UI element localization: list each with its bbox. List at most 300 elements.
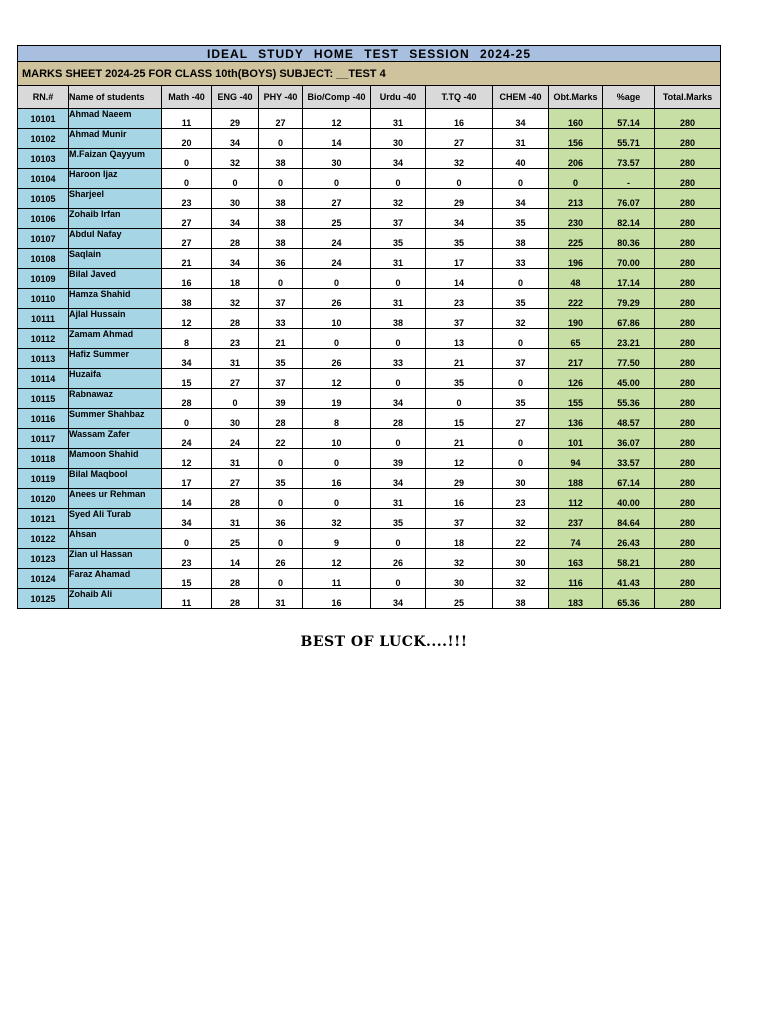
percentage-cell: 57.14 [603, 109, 655, 129]
subject-marks-cell: 31 [371, 109, 426, 129]
roll-number-cell: 10122 [18, 529, 69, 549]
table-row [18, 589, 721, 609]
column-header-row [18, 86, 721, 109]
subject-marks-cell: 0 [162, 529, 212, 549]
total-marks-cell: 280 [655, 309, 721, 329]
percentage-cell: 84.64 [603, 509, 655, 529]
roll-number-cell: 10121 [18, 509, 69, 529]
subject-marks-cell: 31 [212, 449, 259, 469]
subject-marks-cell: 38 [371, 309, 426, 329]
subject-marks-cell: 26 [371, 549, 426, 569]
roll-number-cell: 10123 [18, 549, 69, 569]
subject-marks-cell: 12 [162, 449, 212, 469]
percentage-cell: 79.29 [603, 289, 655, 309]
subject-marks-cell: 28 [259, 409, 303, 429]
subject-marks-cell: 16 [426, 489, 493, 509]
obtained-marks-cell: 48 [549, 269, 603, 289]
subject-marks-cell: 30 [493, 549, 549, 569]
subject-marks-cell: 30 [371, 129, 426, 149]
subject-marks-cell: 15 [162, 569, 212, 589]
subject-marks-cell: 0 [493, 449, 549, 469]
table-row [18, 309, 721, 329]
subject-marks-cell: 0 [426, 389, 493, 409]
subject-marks-cell: 0 [162, 409, 212, 429]
subject-marks-cell: 27 [303, 189, 371, 209]
subject-marks-cell: 33 [259, 309, 303, 329]
table-row [18, 209, 721, 229]
marks-sheet-table [17, 45, 721, 609]
subject-marks-cell: 32 [212, 289, 259, 309]
subject-marks-cell: 31 [212, 349, 259, 369]
sheet-subtitle: MARKS SHEET 2024-25 FOR CLASS 10th(BOYS) SUBJECT: __TEST 4 [18, 62, 721, 86]
percentage-cell: 80.36 [603, 229, 655, 249]
subject-marks-cell: 31 [371, 249, 426, 269]
subject-marks-cell: 35 [493, 389, 549, 409]
student-name-cell: M.Faizan Qayyum [69, 149, 162, 169]
table-row [18, 409, 721, 429]
obtained-marks-cell: 183 [549, 589, 603, 609]
subject-marks-cell: 18 [212, 269, 259, 289]
subject-marks-cell: 34 [212, 249, 259, 269]
subject-marks-cell: 38 [259, 149, 303, 169]
subject-marks-cell: 0 [259, 449, 303, 469]
subject-marks-cell: 27 [162, 229, 212, 249]
total-marks-cell: 280 [655, 429, 721, 449]
obtained-marks-cell: 196 [549, 249, 603, 269]
student-name-cell: Saqlain [69, 249, 162, 269]
subject-marks-cell: 0 [162, 149, 212, 169]
student-name-cell: Faraz Ahamad [69, 569, 162, 589]
subject-marks-cell: 30 [493, 469, 549, 489]
subject-marks-cell: 32 [493, 309, 549, 329]
total-marks-cell: 280 [655, 249, 721, 269]
subject-marks-cell: 27 [212, 469, 259, 489]
roll-number-cell: 10119 [18, 469, 69, 489]
subject-marks-cell: 34 [493, 109, 549, 129]
percentage-cell: 48.57 [603, 409, 655, 429]
subject-marks-cell: 17 [162, 469, 212, 489]
column-header: ENG -40 [212, 86, 259, 109]
percentage-cell: 76.07 [603, 189, 655, 209]
student-name-cell: Haroon Ijaz [69, 169, 162, 189]
best-of-luck-footer: BEST OF LUCK....!!! [300, 634, 468, 650]
subject-marks-cell: 10 [303, 309, 371, 329]
subject-marks-cell: 38 [259, 229, 303, 249]
roll-number-cell: 10125 [18, 589, 69, 609]
table-row [18, 109, 721, 129]
subject-marks-cell: 38 [493, 589, 549, 609]
sheet-title: IDEAL STUDY HOME TEST SESSION 2024-25 [18, 46, 721, 62]
subject-marks-cell: 24 [212, 429, 259, 449]
subject-marks-cell: 14 [162, 489, 212, 509]
subject-marks-cell: 0 [493, 169, 549, 189]
roll-number-cell: 10113 [18, 349, 69, 369]
subject-marks-cell: 38 [259, 209, 303, 229]
obtained-marks-cell: 225 [549, 229, 603, 249]
subject-marks-cell: 28 [212, 489, 259, 509]
subject-marks-cell: 35 [371, 509, 426, 529]
subject-marks-cell: 24 [303, 229, 371, 249]
subject-marks-cell: 8 [162, 329, 212, 349]
roll-number-cell: 10111 [18, 309, 69, 329]
obtained-marks-cell: 222 [549, 289, 603, 309]
subject-marks-cell: 34 [371, 149, 426, 169]
subject-marks-cell: 0 [371, 369, 426, 389]
subject-marks-cell: 0 [259, 269, 303, 289]
subject-marks-cell: 12 [303, 369, 371, 389]
total-marks-cell: 280 [655, 409, 721, 429]
percentage-cell: 55.71 [603, 129, 655, 149]
student-name-cell: Syed Ali Turab [69, 509, 162, 529]
table-row [18, 469, 721, 489]
subject-marks-cell: 26 [259, 549, 303, 569]
subject-marks-cell: 27 [212, 369, 259, 389]
student-name-cell: Ahsan [69, 529, 162, 549]
roll-number-cell: 10112 [18, 329, 69, 349]
student-name-cell: Anees ur Rehman [69, 489, 162, 509]
subject-marks-cell: 27 [426, 129, 493, 149]
subject-marks-cell: 37 [426, 309, 493, 329]
subject-marks-cell: 0 [303, 449, 371, 469]
subject-marks-cell: 0 [371, 429, 426, 449]
subject-marks-cell: 11 [303, 569, 371, 589]
subject-marks-cell: 16 [303, 469, 371, 489]
subject-marks-cell: 33 [493, 249, 549, 269]
roll-number-cell: 10120 [18, 489, 69, 509]
student-name-cell: Bilal Javed [69, 269, 162, 289]
table-row [18, 249, 721, 269]
subject-marks-cell: 23 [162, 189, 212, 209]
subject-marks-cell: 28 [212, 569, 259, 589]
subject-marks-cell: 11 [162, 589, 212, 609]
total-marks-cell: 280 [655, 169, 721, 189]
table-row [18, 329, 721, 349]
total-marks-cell: 280 [655, 209, 721, 229]
percentage-cell: 40.00 [603, 489, 655, 509]
roll-number-cell: 10104 [18, 169, 69, 189]
percentage-cell: 77.50 [603, 349, 655, 369]
subject-marks-cell: 16 [426, 109, 493, 129]
subject-marks-cell: 25 [426, 589, 493, 609]
subject-marks-cell: 19 [303, 389, 371, 409]
total-marks-cell: 280 [655, 289, 721, 309]
subject-marks-cell: 34 [371, 469, 426, 489]
subject-marks-cell: 28 [371, 409, 426, 429]
obtained-marks-cell: 0 [549, 169, 603, 189]
student-name-cell: Bilal Maqbool [69, 469, 162, 489]
percentage-cell: - [603, 169, 655, 189]
percentage-cell: 26.43 [603, 529, 655, 549]
column-header: RN.# [18, 86, 69, 109]
subject-marks-cell: 0 [259, 129, 303, 149]
subject-marks-cell: 38 [493, 229, 549, 249]
subject-marks-cell: 31 [212, 509, 259, 529]
subject-marks-cell: 0 [371, 329, 426, 349]
subject-marks-cell: 35 [426, 229, 493, 249]
subject-marks-cell: 30 [212, 409, 259, 429]
subject-marks-cell: 31 [493, 129, 549, 149]
subject-marks-cell: 37 [426, 509, 493, 529]
total-marks-cell: 280 [655, 509, 721, 529]
table-row [18, 509, 721, 529]
percentage-cell: 65.36 [603, 589, 655, 609]
percentage-cell: 55.36 [603, 389, 655, 409]
subject-marks-cell: 10 [303, 429, 371, 449]
subject-marks-cell: 37 [493, 349, 549, 369]
subject-marks-cell: 26 [303, 349, 371, 369]
subject-marks-cell: 9 [303, 529, 371, 549]
obtained-marks-cell: 94 [549, 449, 603, 469]
subject-marks-cell: 32 [493, 569, 549, 589]
subject-marks-cell: 0 [371, 169, 426, 189]
roll-number-cell: 10116 [18, 409, 69, 429]
table-row [18, 149, 721, 169]
subject-marks-cell: 0 [212, 169, 259, 189]
roll-number-cell: 10114 [18, 369, 69, 389]
obtained-marks-cell: 136 [549, 409, 603, 429]
subject-marks-cell: 0 [303, 269, 371, 289]
subject-marks-cell: 24 [303, 249, 371, 269]
column-header: CHEM -40 [493, 86, 549, 109]
roll-number-cell: 10117 [18, 429, 69, 449]
obtained-marks-cell: 237 [549, 509, 603, 529]
subject-marks-cell: 14 [303, 129, 371, 149]
subject-marks-cell: 16 [303, 589, 371, 609]
percentage-cell: 58.21 [603, 549, 655, 569]
total-marks-cell: 280 [655, 389, 721, 409]
obtained-marks-cell: 188 [549, 469, 603, 489]
roll-number-cell: 10118 [18, 449, 69, 469]
subject-marks-cell: 34 [371, 389, 426, 409]
student-name-cell: Sharjeel [69, 189, 162, 209]
subject-marks-cell: 32 [426, 149, 493, 169]
percentage-cell: 67.86 [603, 309, 655, 329]
subject-marks-cell: 0 [259, 529, 303, 549]
column-header: Total.Marks [655, 86, 721, 109]
percentage-cell: 82.14 [603, 209, 655, 229]
table-row [18, 449, 721, 469]
total-marks-cell: 280 [655, 269, 721, 289]
subject-marks-cell: 0 [426, 169, 493, 189]
student-name-cell: Ahmad Naeem [69, 109, 162, 129]
obtained-marks-cell: 101 [549, 429, 603, 449]
subject-marks-cell: 0 [371, 529, 426, 549]
obtained-marks-cell: 74 [549, 529, 603, 549]
subject-marks-cell: 30 [303, 149, 371, 169]
subject-marks-cell: 36 [259, 509, 303, 529]
subject-marks-cell: 34 [212, 129, 259, 149]
subject-marks-cell: 21 [259, 329, 303, 349]
percentage-cell: 45.00 [603, 369, 655, 389]
subject-marks-cell: 39 [259, 389, 303, 409]
subject-marks-cell: 38 [162, 289, 212, 309]
subject-marks-cell: 29 [426, 469, 493, 489]
subject-marks-cell: 34 [162, 349, 212, 369]
subject-marks-cell: 29 [426, 189, 493, 209]
total-marks-cell: 280 [655, 549, 721, 569]
subject-marks-cell: 36 [259, 249, 303, 269]
subject-marks-cell: 23 [493, 489, 549, 509]
subject-marks-cell: 12 [303, 549, 371, 569]
table-row [18, 289, 721, 309]
subject-marks-cell: 12 [162, 309, 212, 329]
total-marks-cell: 280 [655, 449, 721, 469]
subject-marks-cell: 27 [493, 409, 549, 429]
subject-marks-cell: 26 [303, 289, 371, 309]
roll-number-cell: 10108 [18, 249, 69, 269]
roll-number-cell: 10101 [18, 109, 69, 129]
obtained-marks-cell: 155 [549, 389, 603, 409]
subject-marks-cell: 23 [426, 289, 493, 309]
subject-marks-cell: 14 [212, 549, 259, 569]
subject-marks-cell: 8 [303, 409, 371, 429]
obtained-marks-cell: 163 [549, 549, 603, 569]
table-row [18, 549, 721, 569]
roll-number-cell: 10106 [18, 209, 69, 229]
subject-marks-cell: 31 [259, 589, 303, 609]
table-row [18, 129, 721, 149]
subject-marks-cell: 30 [426, 569, 493, 589]
column-header: Obt.Marks [549, 86, 603, 109]
subject-marks-cell: 34 [493, 189, 549, 209]
subject-marks-cell: 21 [426, 429, 493, 449]
total-marks-cell: 280 [655, 589, 721, 609]
subject-marks-cell: 23 [212, 329, 259, 349]
subject-marks-cell: 12 [303, 109, 371, 129]
total-marks-cell: 280 [655, 369, 721, 389]
student-name-cell: Ajlal Hussain [69, 309, 162, 329]
total-marks-cell: 280 [655, 489, 721, 509]
subject-marks-cell: 31 [371, 489, 426, 509]
student-name-cell: Hafiz Summer [69, 349, 162, 369]
obtained-marks-cell: 156 [549, 129, 603, 149]
student-name-cell: Huzaifa [69, 369, 162, 389]
subject-marks-cell: 35 [493, 289, 549, 309]
subject-marks-cell: 35 [426, 369, 493, 389]
student-name-cell: Hamza Shahid [69, 289, 162, 309]
subject-marks-cell: 15 [426, 409, 493, 429]
roll-number-cell: 10124 [18, 569, 69, 589]
table-row [18, 569, 721, 589]
column-header: Urdu -40 [371, 86, 426, 109]
subject-marks-cell: 14 [426, 269, 493, 289]
total-marks-cell: 280 [655, 129, 721, 149]
subject-marks-cell: 28 [212, 229, 259, 249]
subject-marks-cell: 37 [371, 209, 426, 229]
column-header: Name of students [69, 86, 162, 109]
subject-marks-cell: 28 [212, 309, 259, 329]
percentage-cell: 73.57 [603, 149, 655, 169]
total-marks-cell: 280 [655, 349, 721, 369]
percentage-cell: 33.57 [603, 449, 655, 469]
table-row [18, 369, 721, 389]
obtained-marks-cell: 116 [549, 569, 603, 589]
subject-marks-cell: 17 [426, 249, 493, 269]
student-name-cell: Ahmad Munir [69, 129, 162, 149]
subject-marks-cell: 24 [162, 429, 212, 449]
student-name-cell: Zohaib Irfan [69, 209, 162, 229]
subject-marks-cell: 0 [259, 489, 303, 509]
subject-marks-cell: 20 [162, 129, 212, 149]
table-row [18, 169, 721, 189]
percentage-cell: 70.00 [603, 249, 655, 269]
obtained-marks-cell: 206 [549, 149, 603, 169]
roll-number-cell: 10110 [18, 289, 69, 309]
obtained-marks-cell: 126 [549, 369, 603, 389]
table-row [18, 529, 721, 549]
subject-marks-cell: 30 [212, 189, 259, 209]
subject-marks-cell: 13 [426, 329, 493, 349]
roll-number-cell: 10107 [18, 229, 69, 249]
subject-marks-cell: 0 [212, 389, 259, 409]
subject-marks-cell: 38 [259, 189, 303, 209]
subject-marks-cell: 35 [371, 229, 426, 249]
column-header: Math -40 [162, 86, 212, 109]
subject-marks-cell: 0 [493, 369, 549, 389]
student-name-cell: Abdul Nafay [69, 229, 162, 249]
obtained-marks-cell: 230 [549, 209, 603, 229]
roll-number-cell: 10102 [18, 129, 69, 149]
total-marks-cell: 280 [655, 109, 721, 129]
subject-marks-cell: 21 [162, 249, 212, 269]
subject-marks-cell: 32 [426, 549, 493, 569]
student-name-cell: Summer Shahbaz [69, 409, 162, 429]
subject-marks-cell: 22 [493, 529, 549, 549]
subject-marks-cell: 35 [493, 209, 549, 229]
subject-marks-cell: 31 [371, 289, 426, 309]
subject-marks-cell: 0 [493, 429, 549, 449]
subject-marks-cell: 25 [303, 209, 371, 229]
table-row [18, 389, 721, 409]
student-name-cell: Rabnawaz [69, 389, 162, 409]
subject-marks-cell: 0 [303, 329, 371, 349]
subject-marks-cell: 37 [259, 369, 303, 389]
total-marks-cell: 280 [655, 189, 721, 209]
obtained-marks-cell: 190 [549, 309, 603, 329]
subject-marks-cell: 0 [371, 269, 426, 289]
obtained-marks-cell: 65 [549, 329, 603, 349]
roll-number-cell: 10103 [18, 149, 69, 169]
subject-marks-cell: 37 [259, 289, 303, 309]
table-row [18, 489, 721, 509]
column-header: PHY -40 [259, 86, 303, 109]
subject-marks-cell: 11 [162, 109, 212, 129]
subject-marks-cell: 35 [259, 469, 303, 489]
subject-marks-cell: 12 [426, 449, 493, 469]
subject-marks-cell: 18 [426, 529, 493, 549]
student-name-cell: Zamam Ahmad [69, 329, 162, 349]
obtained-marks-cell: 213 [549, 189, 603, 209]
percentage-cell: 36.07 [603, 429, 655, 449]
table-row [18, 269, 721, 289]
subject-marks-cell: 29 [212, 109, 259, 129]
table-row [18, 429, 721, 449]
percentage-cell: 41.43 [603, 569, 655, 589]
subject-marks-cell: 27 [162, 209, 212, 229]
percentage-cell: 67.14 [603, 469, 655, 489]
roll-number-cell: 10115 [18, 389, 69, 409]
subject-marks-cell: 32 [212, 149, 259, 169]
subject-marks-cell: 32 [493, 509, 549, 529]
column-header: Bio/Comp -40 [303, 86, 371, 109]
subject-marks-cell: 23 [162, 549, 212, 569]
column-header: %age [603, 86, 655, 109]
percentage-cell: 17.14 [603, 269, 655, 289]
roll-number-cell: 10109 [18, 269, 69, 289]
student-name-cell: Mamoon Shahid [69, 449, 162, 469]
table-row [18, 229, 721, 249]
subject-marks-cell: 32 [303, 509, 371, 529]
